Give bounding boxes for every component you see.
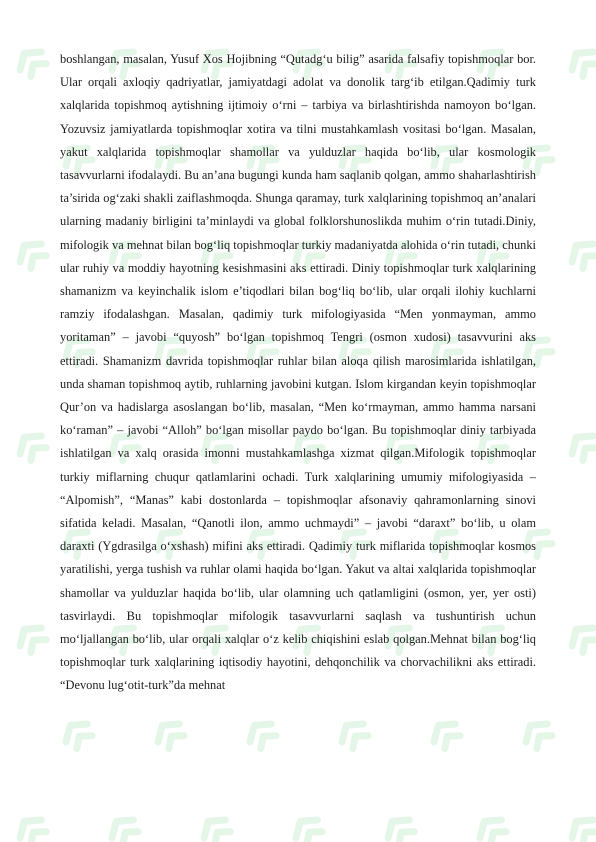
watermark-mark xyxy=(60,716,96,751)
watermark-mark xyxy=(520,716,556,751)
watermark-mark xyxy=(14,236,50,271)
watermark-mark xyxy=(566,812,596,842)
watermark-mark xyxy=(336,716,372,751)
watermark-mark xyxy=(474,812,510,842)
watermark-mark xyxy=(152,716,188,751)
watermark-mark xyxy=(14,428,50,463)
watermark-mark xyxy=(566,236,596,271)
watermark-mark xyxy=(14,812,50,842)
watermark-mark xyxy=(198,812,234,842)
watermark-mark xyxy=(382,812,418,842)
watermark-mark xyxy=(290,812,326,842)
watermark-mark xyxy=(428,716,464,751)
watermark-mark xyxy=(566,44,596,79)
watermark-mark xyxy=(566,428,596,463)
watermark-mark xyxy=(566,620,596,655)
watermark-mark xyxy=(14,620,50,655)
body-text xyxy=(60,48,536,698)
paragraph: boshlangan, masalan, Yusuf Xos Hojibning “Qutadg‘u bilig” asarida falsafiy topishmoqlar bor. Ular orqali axloqiy qadriyatlar, jamiyatdagi adolat va donolik targ‘ib etilgan.Qadimiy turk xalqlarida topishmoq aytishning ijtimoiy o‘rni – tarbiya va birlashtirishda namoyon bo‘lgan. Yozuvsiz jamiyatlarda topishmoqlar xotira va tilni mustahkamlash vositasi bo‘lgan. Masalan, yakut xalqlarida topishmoqlar shamollar va yulduzlar haqida bo‘lib, ular kosmologik tasavvurlarni ifodalaydi. Bu an’ana bugungi kunda ham saqlanib qolgan, ammo shaharlashtirish ta’sirida og‘zaki shakli zaiflashmoqda. Shunga qaramay, turk xalqlarining topishmoq an’analari ularning madaniy birligini ta’minlaydi va global folklorshunoslikda muhim o‘rin tutadi.Diniy, mifologik va mehnat bilan bog‘liq topishmoqlar turkiy madaniyatda alohida o‘rin tutadi, chunki ular ruhiy va moddiy hayotning kesishmasini aks ettiradi. Diniy topishmoqlar turk xalqlarining shamanizm va keyinchalik islom e’tiqodlari bilan bog‘liq bo‘lib, ular orqali ilohiy kuchlarni ramziy ifodalashgan. Masalan, qadimiy turk mifologiyasida “Men yonmayman, ammo yoritaman” – javobi “quyosh” bo‘lgan topishmoq Tengri (osmon xudosi) tasavvurini aks ettiradi. Shamanizm davrida topishmoqlar ruhlar bilan aloqa qilish marosimlarida ishlatilgan, unda shaman topishmoq aytib, ruhlarning javobini kutgan. Islom kirgandan keyin topishmoqlar Qur’on va hadislarga asoslangan bo‘lib, masalan, “Men ko‘rmayman, ammo hamma narsani ko‘raman” – javobi “Alloh” bo‘lgan misollar paydo bo‘lgan. Bu topishmoqlar diniy tarbiyada ishlatilgan va xalq orasida imonni mustahkamlashga xizmat qilgan.Mifologik topishmoqlar turkiy miflarning chuqur qatlamlarini ochadi. Turk xalqlarining umumiy mifologiyasida – “Alpomish”, “Manas” kabi dostonlarda – topishmoqlar afsonaviy qahramonlarning sinovi sifatida keladi. Masalan, “Qanotli ilon, ammo uchmaydi” – javobi “daraxt” bo‘lib, u olam daraxti (Ygdrasilga o‘xshash) mifini aks ettiradi. Qadimiy turk miflarida topishmoqlar kosmos yaratilishi, yerga tushish va ruhlar olami haqida bo‘lgan. Yakut va altai xalqlarida topishmoqlar shamollar va yulduzlar haqida bo‘lib, ular olamning uch qatlamligini (osmon, yer, yer osti) tasvirlaydi. Bu topishmoqlar mifologik tasavvurlarni saqlash va tushuntirish uchun mo‘ljallangan bo‘lib, ular orqali xalqlar o‘z kelib chiqishini eslab qolgan.Mehnat bilan bog‘liq topishmoqlar turk xalqlarining iqtisodiy hayotini, dehqonchilik va chorvachilikni aks ettiradi. “Devonu lug‘otit-turk”da mehnat xyxy=(60,52,536,693)
watermark-mark xyxy=(14,44,50,79)
watermark-mark xyxy=(106,812,142,842)
watermark-mark xyxy=(244,716,280,751)
